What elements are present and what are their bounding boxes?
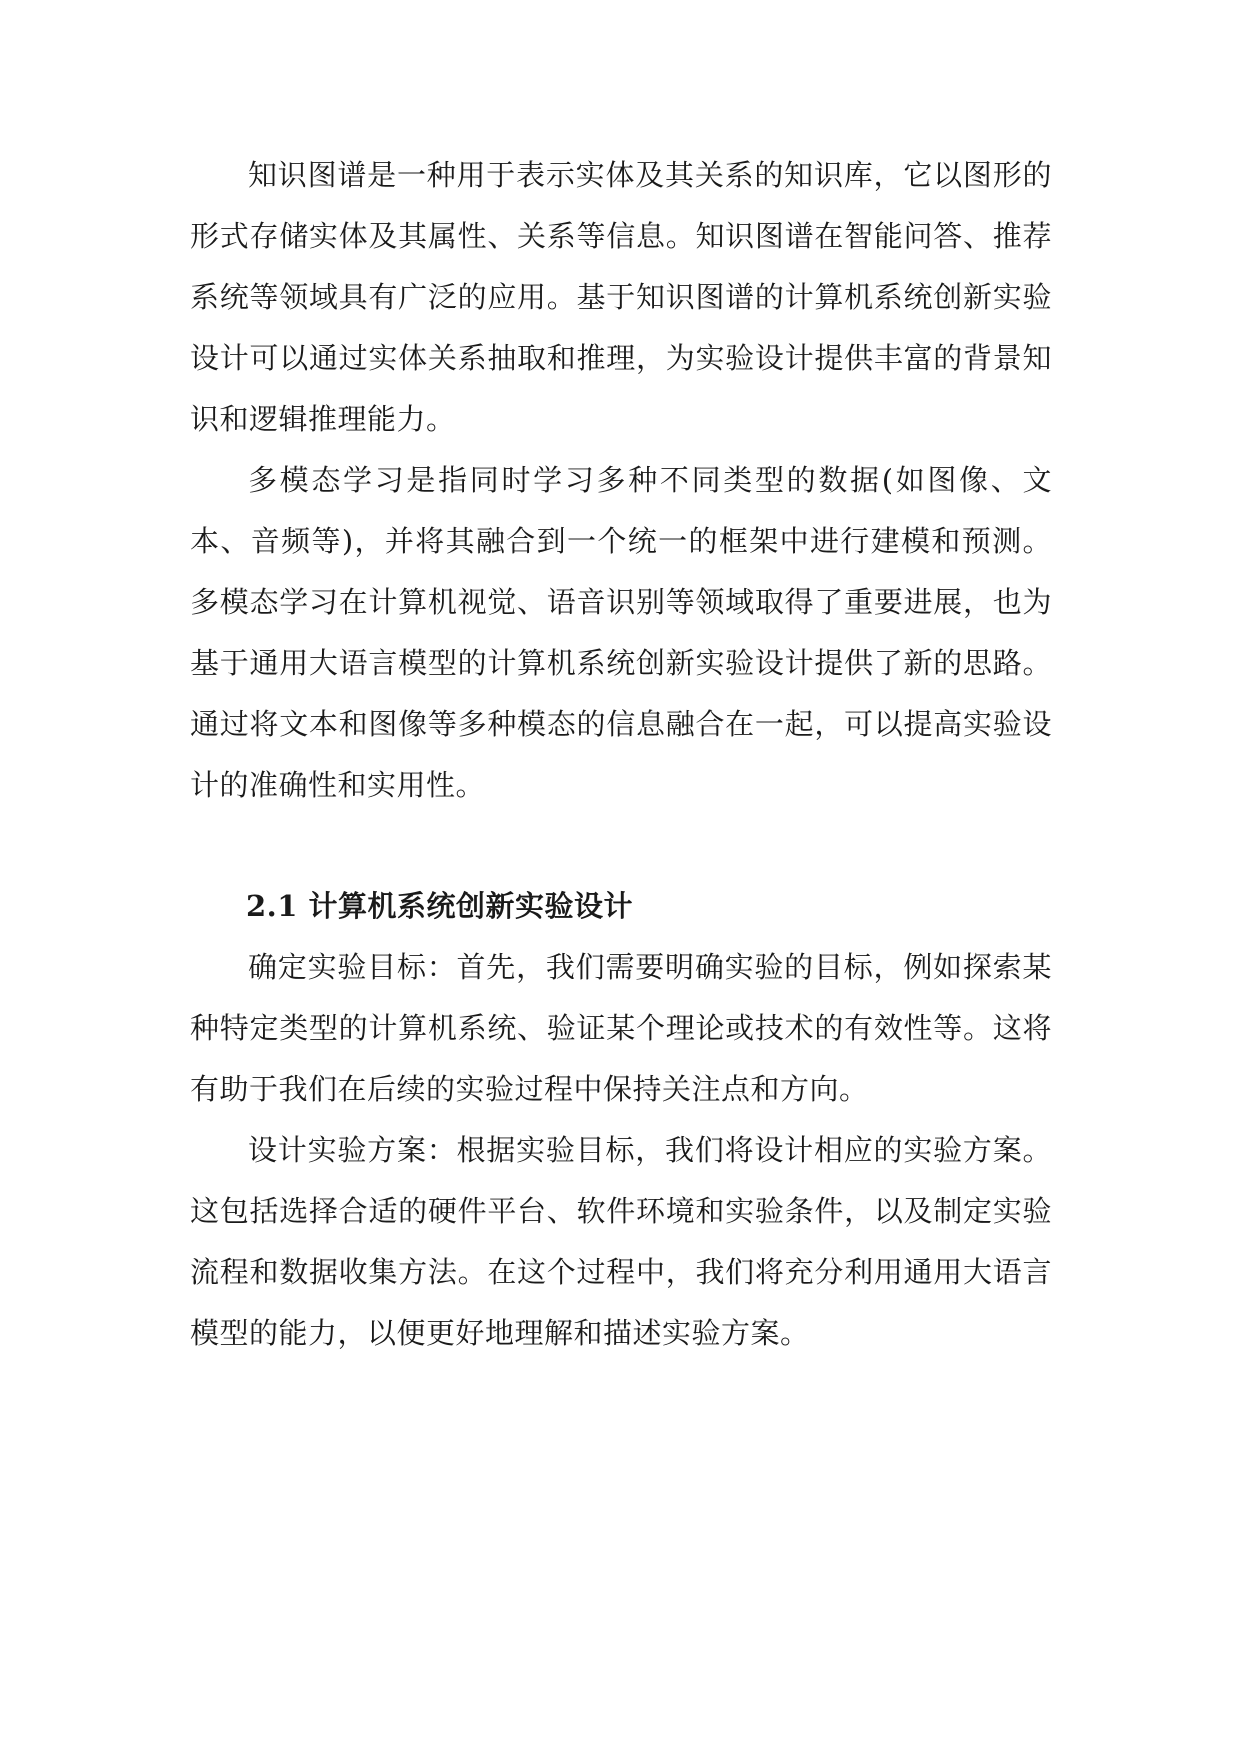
document-page xyxy=(190,145,1052,1364)
paragraph-experiment-plan: 设计实验方案：根据实验目标，我们将设计相应的实验方案。这包括选择合适的硬件平台、软件环境和实验条件，以及制定实验流程和数据收集方法。在这个过程中，我们将充分利用通用大语言模型的能力，以便更好地理解和描述实验方案。 xyxy=(190,1133,1052,1350)
paragraph-multimodal-learning: 多模态学习是指同时学习多种不同类型的数据(如图像、文本、音频等)，并将其融合到一个统一的框架中进行建模和预测。多模态学习在计算机视觉、语音识别等领域取得了重要进展，也为基于通用大语言模型的计算机系统创新实验设计提供了新的思路。通过将文本和图像等多种模态的信息融合在一起，可以提高实验设计的准确性和实用性。 xyxy=(190,463,1052,802)
paragraph-knowledge-graph: 知识图谱是一种用于表示实体及其关系的知识库，它以图形的形式存储实体及其属性、关系等信息。知识图谱在智能问答、推荐系统等领域具有广泛的应用。基于知识图谱的计算机系统创新实验设计可以通过实体关系抽取和推理，为实验设计提供丰富的背景知识和逻辑推理能力。 xyxy=(190,158,1052,436)
section-heading: 2.1 计算机系统创新实验设计 xyxy=(246,889,634,923)
paragraph-experiment-goal: 确定实验目标：首先，我们需要明确实验的目标，例如探索某种特定类型的计算机系统、验证某个理论或技术的有效性等。这将有助于我们在后续的实验过程中保持关注点和方向。 xyxy=(190,950,1052,1106)
